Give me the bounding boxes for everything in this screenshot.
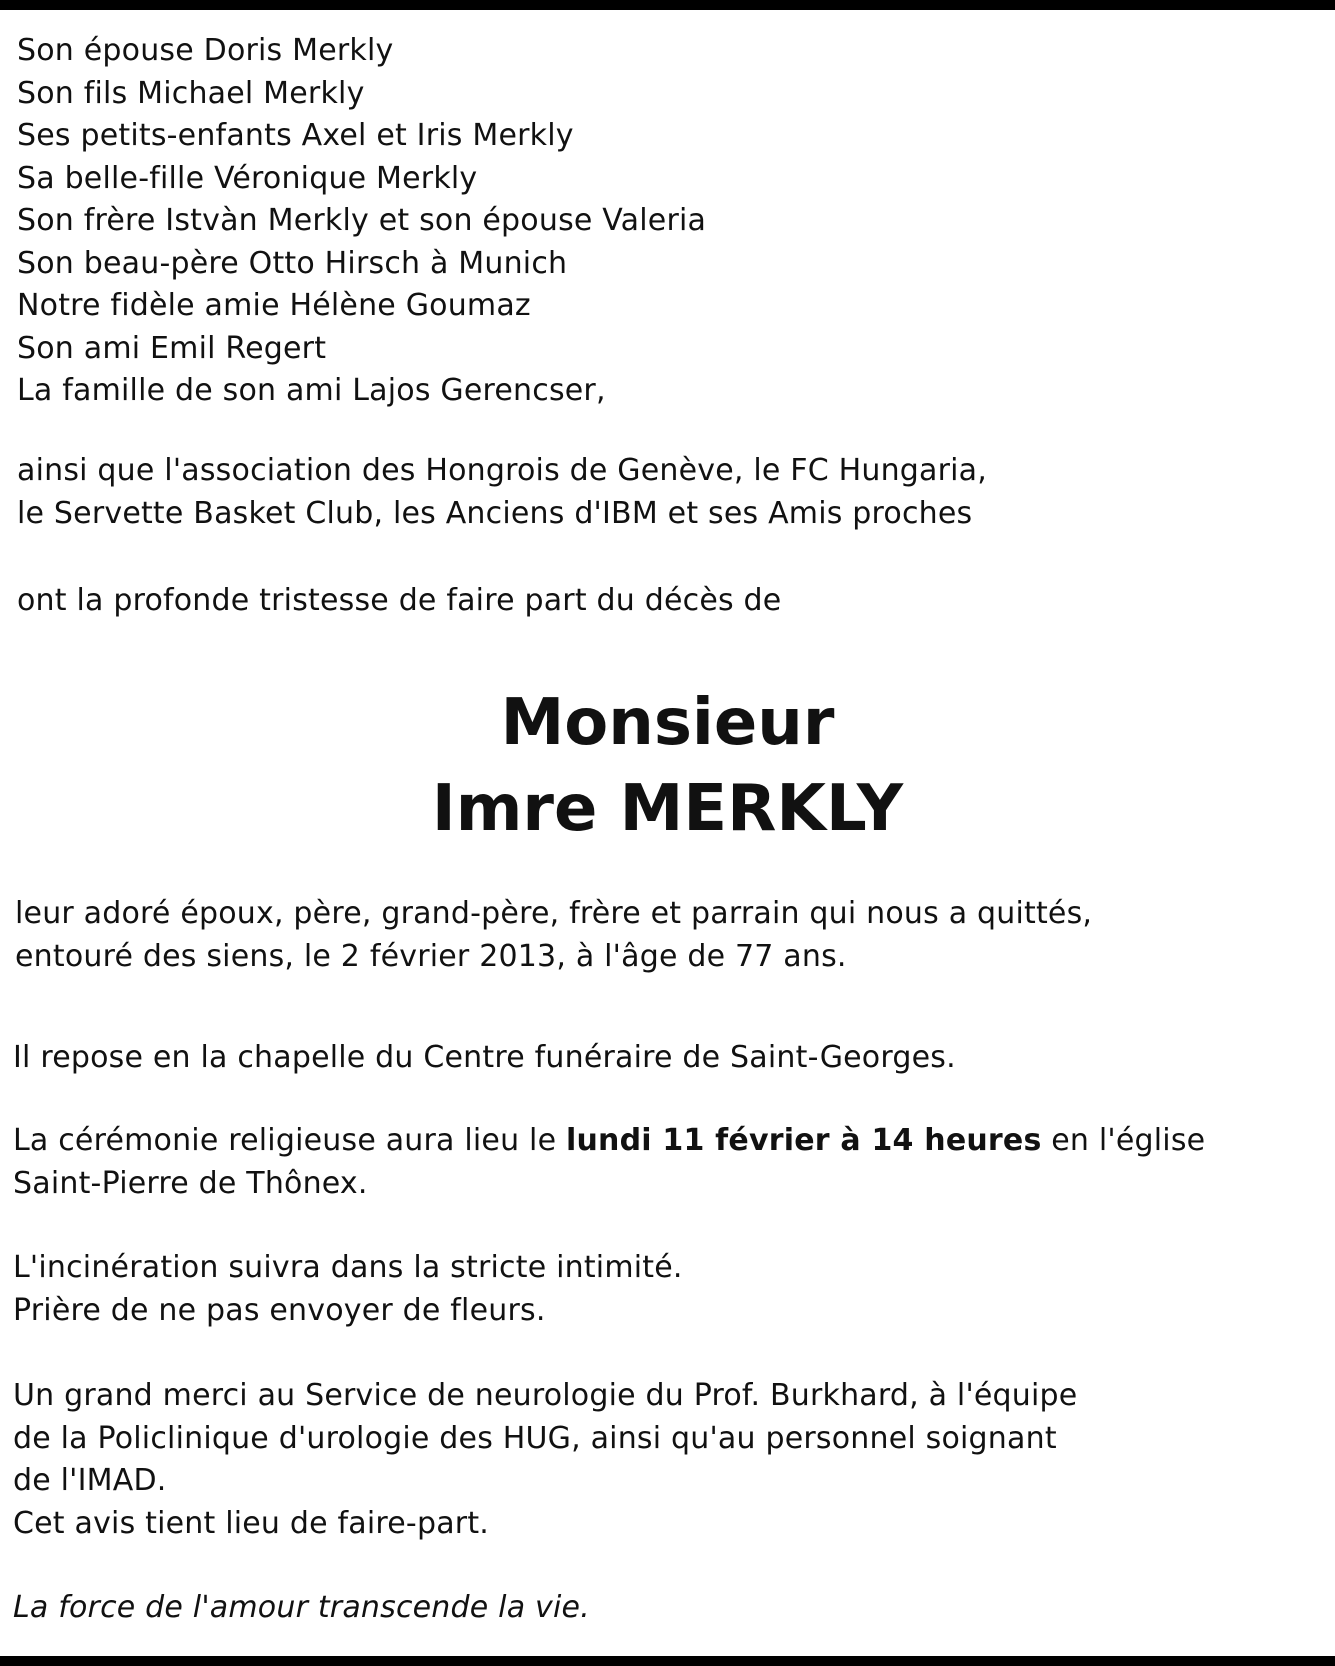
tribute-paragraph — [15, 893, 1092, 978]
associations-paragraph — [17, 450, 987, 535]
deceased-title: Monsieur — [500, 686, 835, 760]
ceremony-text-after: en l'église — [1041, 1123, 1206, 1158]
deceased-name: Imre MERKLY — [431, 772, 904, 846]
cremation-line: L'incinération suivra dans la stricte intimité. — [13, 1250, 683, 1285]
announcement-text — [17, 580, 781, 623]
tribute-line: entouré des siens, le 2 février 2013, à l'âge de 77 ans. — [15, 938, 847, 974]
thanks-line: Un grand merci au Service de neurologie du Prof. Burkhard, à l'équipe — [13, 1378, 1078, 1413]
motto-line: La force de l'amour transcende la vie. — [13, 1590, 590, 1625]
thanks-line: Cet avis tient lieu de faire-part. — [13, 1505, 490, 1541]
family-line: Son beau-père Otto Hirsch à Munich — [17, 245, 568, 281]
family-line: Son ami Emil Regert — [17, 330, 327, 366]
repose-line: Il repose en la chapelle du Centre funéraire de Saint-Georges. — [13, 1040, 956, 1075]
thanks-line: de l'IMAD. — [13, 1463, 167, 1498]
bottom-border-rule — [0, 1656, 1335, 1666]
ceremony-date-emphasis: lundi 11 février à 14 heures — [565, 1123, 1042, 1158]
thanks-line: de la Policlinique d'urologie des HUG, ainsi qu'au personnel soignant — [13, 1420, 1057, 1456]
cremation-paragraph — [13, 1247, 683, 1332]
ceremony-paragraph — [13, 1120, 1205, 1205]
ceremony-line-1 — [13, 1120, 1205, 1163]
top-border-rule — [0, 0, 1335, 10]
family-line: Sa belle-fille Véronique Merkly — [17, 160, 478, 196]
family-line: Son fils Michael Merkly — [17, 75, 365, 111]
thanks-paragraph — [13, 1375, 1077, 1545]
family-line: Notre fidèle amie Hélène Goumaz — [17, 288, 531, 323]
deceased-heading — [0, 680, 1335, 852]
cremation-line: Prière de ne pas envoyer de fleurs. — [13, 1292, 546, 1328]
family-line: Son épouse Doris Merkly — [17, 33, 394, 68]
associations-line: le Servette Basket Club, les Anciens d'IBM et ses Amis proches — [17, 495, 973, 531]
announcement-line: ont la profonde tristesse de faire part du décès de — [17, 583, 782, 618]
family-line: Ses petits-enfants Axel et Iris Merkly — [17, 118, 574, 153]
tribute-line: leur adoré époux, père, grand-père, frère et parrain qui nous a quittés, — [15, 896, 1093, 931]
ceremony-text-before: La cérémonie religieuse aura lieu le — [13, 1123, 566, 1158]
family-list — [17, 30, 706, 413]
repose-paragraph — [13, 1037, 956, 1080]
ceremony-line-2: Saint-Pierre de Thônex. — [13, 1165, 368, 1201]
family-line: La famille de son ami Lajos Gerencser, — [17, 373, 606, 408]
associations-line: ainsi que l'association des Hongrois de Genève, le FC Hungaria, — [17, 453, 988, 488]
motto-text — [13, 1587, 590, 1630]
family-line: Son frère Istvàn Merkly et son épouse Valeria — [17, 203, 707, 238]
